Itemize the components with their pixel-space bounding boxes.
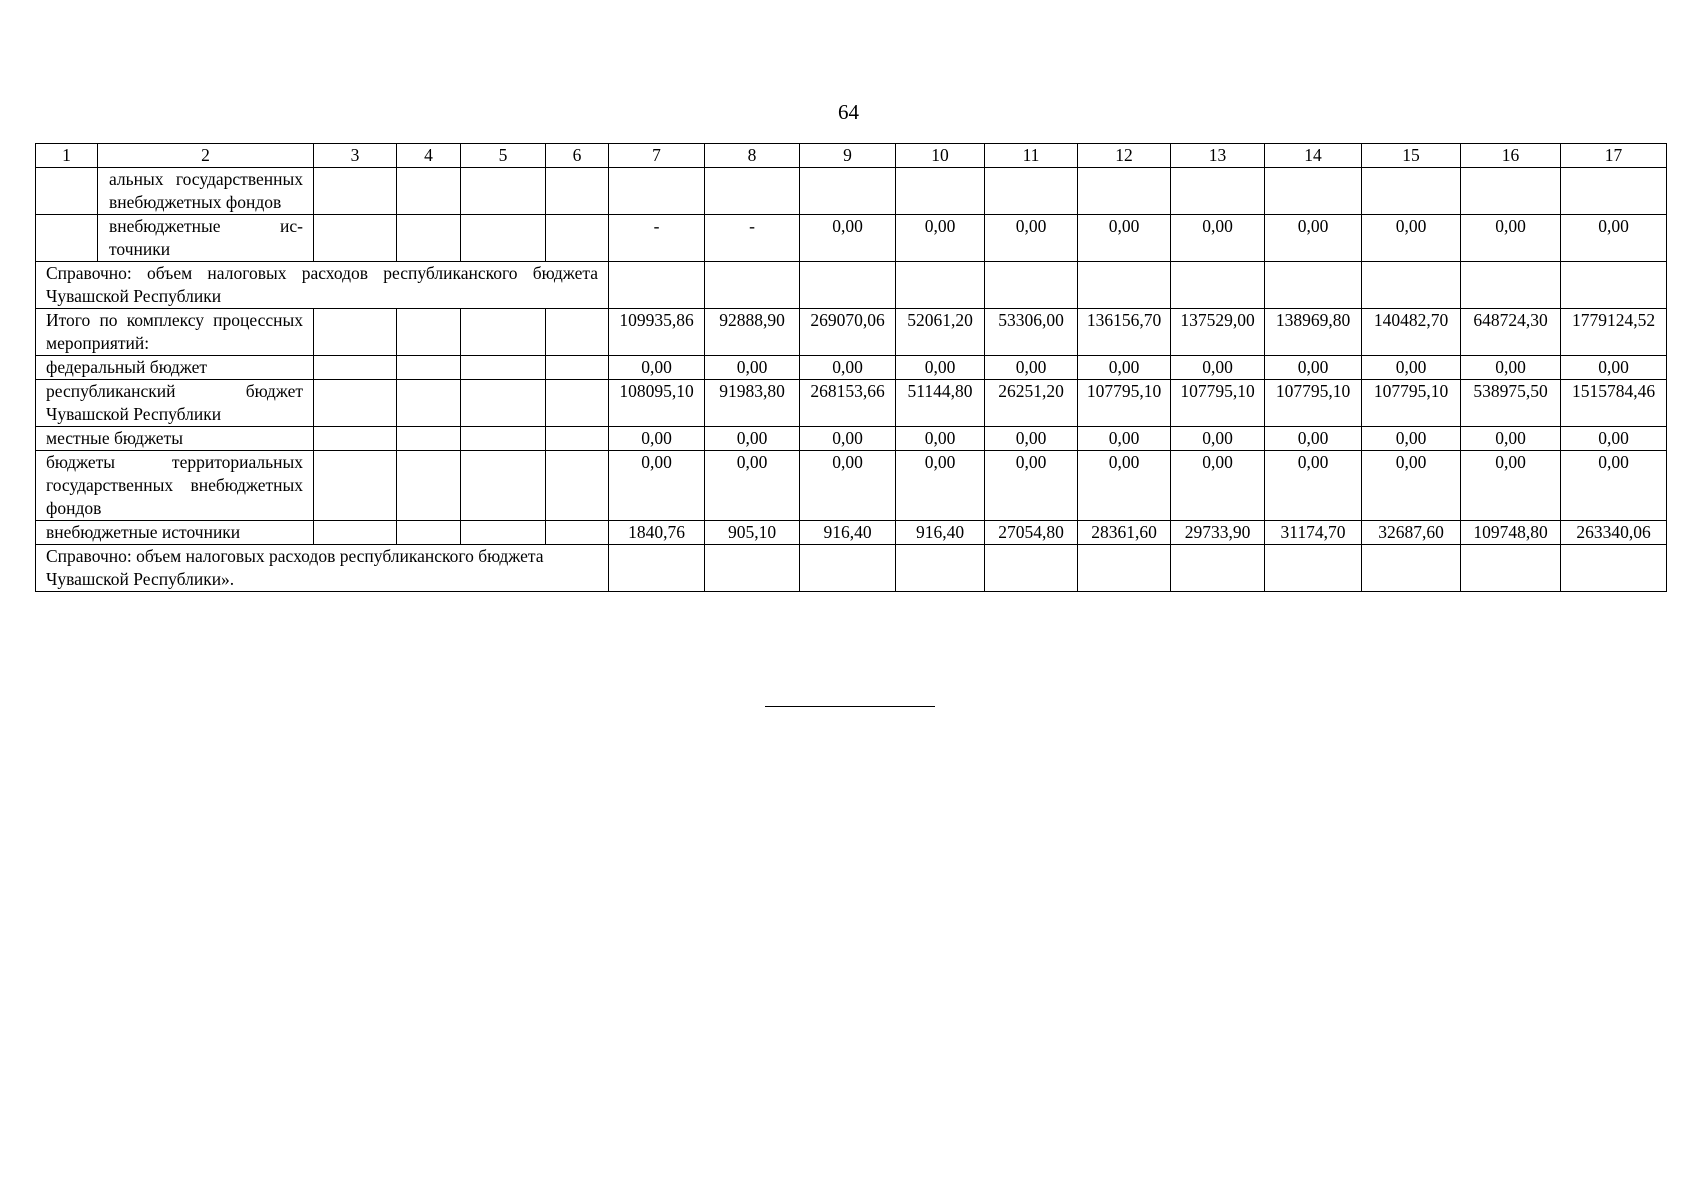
row-label: внебюджетные источники <box>36 521 314 545</box>
value-cell <box>609 168 705 215</box>
column-header: 7 <box>609 144 705 168</box>
column-header: 17 <box>1561 144 1667 168</box>
value-cell: 0,00 <box>1561 356 1667 380</box>
value-cell: 109935,86 <box>609 309 705 356</box>
value-cell: 0,00 <box>1561 451 1667 521</box>
value-cell <box>705 262 800 309</box>
table-row <box>36 262 1667 309</box>
table-row <box>36 427 1667 451</box>
value-cell: 0,00 <box>1171 356 1265 380</box>
value-cell: 0,00 <box>1078 356 1171 380</box>
value-cell: 1840,76 <box>609 521 705 545</box>
value-cell: 0,00 <box>1265 451 1362 521</box>
value-cell: 0,00 <box>1078 427 1171 451</box>
value-cell: 648724,30 <box>1461 309 1561 356</box>
column-header: 4 <box>397 144 461 168</box>
value-cell: 32687,60 <box>1362 521 1461 545</box>
value-cell <box>1362 168 1461 215</box>
value-cell: 108095,10 <box>609 380 705 427</box>
table-row <box>36 521 1667 545</box>
value-cell: 0,00 <box>896 215 985 262</box>
value-cell <box>1561 262 1667 309</box>
column-header: 2 <box>98 144 314 168</box>
value-cell: 107795,10 <box>1078 380 1171 427</box>
value-cell: 0,00 <box>1461 451 1561 521</box>
value-cell: 0,00 <box>1265 215 1362 262</box>
value-cell: 1779124,52 <box>1561 309 1667 356</box>
value-cell: 107795,10 <box>1265 380 1362 427</box>
value-cell: 0,00 <box>985 427 1078 451</box>
value-cell: 107795,10 <box>1171 380 1265 427</box>
value-cell <box>1171 168 1265 215</box>
value-cell: 0,00 <box>1362 427 1461 451</box>
row-label: альных государственных внебюджетных фондов <box>98 168 314 215</box>
row-label: Справочно: объем налоговых расходов республиканского бюджета Чувашской Республики <box>36 262 609 309</box>
table-row <box>36 545 1667 592</box>
value-cell: 138969,80 <box>1265 309 1362 356</box>
value-cell: 31174,70 <box>1265 521 1362 545</box>
value-cell: 27054,80 <box>985 521 1078 545</box>
column-header: 13 <box>1171 144 1265 168</box>
column-header: 5 <box>461 144 546 168</box>
value-cell <box>609 262 705 309</box>
value-cell: 53306,00 <box>985 309 1078 356</box>
value-cell: 137529,00 <box>1171 309 1265 356</box>
value-cell <box>985 262 1078 309</box>
value-cell <box>1461 545 1561 592</box>
row-label: внебюджетные источники <box>98 215 314 262</box>
value-cell: 109748,80 <box>1461 521 1561 545</box>
column-header: 15 <box>1362 144 1461 168</box>
value-cell: 0,00 <box>800 215 896 262</box>
column-header: 16 <box>1461 144 1561 168</box>
column-header: 9 <box>800 144 896 168</box>
value-cell: 29733,90 <box>1171 521 1265 545</box>
value-cell: 263340,06 <box>1561 521 1667 545</box>
value-cell: 0,00 <box>1461 427 1561 451</box>
value-cell: 0,00 <box>985 356 1078 380</box>
value-cell: 0,00 <box>609 451 705 521</box>
value-cell: 0,00 <box>1362 356 1461 380</box>
value-cell: 0,00 <box>1078 215 1171 262</box>
value-cell: - <box>609 215 705 262</box>
value-cell: 51144,80 <box>896 380 985 427</box>
column-header: 14 <box>1265 144 1362 168</box>
value-cell: 916,40 <box>800 521 896 545</box>
value-cell: 0,00 <box>985 215 1078 262</box>
value-cell: 905,10 <box>705 521 800 545</box>
value-cell: 0,00 <box>609 427 705 451</box>
value-cell <box>705 545 800 592</box>
table-row <box>36 356 1667 380</box>
empty-cell <box>36 168 98 215</box>
value-cell: 52061,20 <box>896 309 985 356</box>
value-cell: - <box>705 215 800 262</box>
value-cell <box>1265 262 1362 309</box>
value-cell <box>609 545 705 592</box>
value-cell: 0,00 <box>800 427 896 451</box>
empty-cell <box>36 215 98 262</box>
value-cell: 0,00 <box>1461 215 1561 262</box>
value-cell: 0,00 <box>1265 356 1362 380</box>
end-rule <box>765 706 935 707</box>
value-cell: 0,00 <box>705 451 800 521</box>
value-cell: 26251,20 <box>985 380 1078 427</box>
value-cell <box>896 262 985 309</box>
value-cell: 28361,60 <box>1078 521 1171 545</box>
value-cell: 91983,80 <box>705 380 800 427</box>
table-row <box>36 215 1667 262</box>
value-cell: 0,00 <box>985 451 1078 521</box>
row-label: бюджеты территориальных государственных внебюджетных фондов <box>36 451 314 521</box>
value-cell: 0,00 <box>1265 427 1362 451</box>
column-header: 6 <box>546 144 609 168</box>
table-row <box>36 451 1667 521</box>
value-cell: 107795,10 <box>1362 380 1461 427</box>
value-cell <box>985 545 1078 592</box>
value-cell <box>1461 262 1561 309</box>
column-header: 12 <box>1078 144 1171 168</box>
table-row <box>36 309 1667 356</box>
value-cell: 0,00 <box>1171 427 1265 451</box>
value-cell: 269070,06 <box>800 309 896 356</box>
column-header: 10 <box>896 144 985 168</box>
value-cell: 1515784,46 <box>1561 380 1667 427</box>
value-cell: 0,00 <box>1171 451 1265 521</box>
value-cell: 538975,50 <box>1461 380 1561 427</box>
column-header: 8 <box>705 144 800 168</box>
value-cell <box>705 168 800 215</box>
value-cell <box>985 168 1078 215</box>
value-cell <box>1362 262 1461 309</box>
value-cell: 0,00 <box>896 427 985 451</box>
value-cell: 0,00 <box>1362 215 1461 262</box>
value-cell <box>896 168 985 215</box>
value-cell <box>800 168 896 215</box>
value-cell <box>1078 545 1171 592</box>
value-cell: 0,00 <box>800 356 896 380</box>
value-cell: 0,00 <box>896 451 985 521</box>
value-cell <box>800 545 896 592</box>
value-cell: 916,40 <box>896 521 985 545</box>
column-header: 11 <box>985 144 1078 168</box>
value-cell <box>1078 262 1171 309</box>
table-row <box>36 168 1667 215</box>
value-cell: 268153,66 <box>800 380 896 427</box>
value-cell: 0,00 <box>800 451 896 521</box>
value-cell <box>1461 168 1561 215</box>
value-cell <box>1561 168 1667 215</box>
value-cell <box>1265 545 1362 592</box>
column-number-row <box>36 144 1667 168</box>
value-cell: 0,00 <box>1461 356 1561 380</box>
row-label: федеральный бюджет <box>36 356 314 380</box>
value-cell <box>1265 168 1362 215</box>
column-header: 1 <box>36 144 98 168</box>
row-label: местные бюджеты <box>36 427 314 451</box>
value-cell: 92888,90 <box>705 309 800 356</box>
value-cell: 0,00 <box>896 356 985 380</box>
value-cell <box>1171 545 1265 592</box>
column-header: 3 <box>314 144 397 168</box>
value-cell: 0,00 <box>1171 215 1265 262</box>
value-cell: 0,00 <box>1561 427 1667 451</box>
row-label: Справочно: объем налоговых расходов республиканского бюджета Чувашской Республики». <box>36 545 609 592</box>
value-cell: 0,00 <box>1561 215 1667 262</box>
value-cell: 0,00 <box>609 356 705 380</box>
value-cell: 0,00 <box>705 427 800 451</box>
row-label: республиканский бюджет Чувашской Республики <box>36 380 314 427</box>
value-cell <box>1561 545 1667 592</box>
value-cell <box>1171 262 1265 309</box>
value-cell: 0,00 <box>1078 451 1171 521</box>
page-number: 64 <box>838 100 859 124</box>
budget-table <box>35 143 1667 592</box>
value-cell: 136156,70 <box>1078 309 1171 356</box>
value-cell <box>1078 168 1171 215</box>
value-cell <box>896 545 985 592</box>
value-cell: 0,00 <box>705 356 800 380</box>
table-row <box>36 380 1667 427</box>
value-cell <box>1362 545 1461 592</box>
row-label: Итого по комплексу процессных мероприятий: <box>36 309 314 356</box>
value-cell: 140482,70 <box>1362 309 1461 356</box>
value-cell <box>800 262 896 309</box>
value-cell: 0,00 <box>1362 451 1461 521</box>
